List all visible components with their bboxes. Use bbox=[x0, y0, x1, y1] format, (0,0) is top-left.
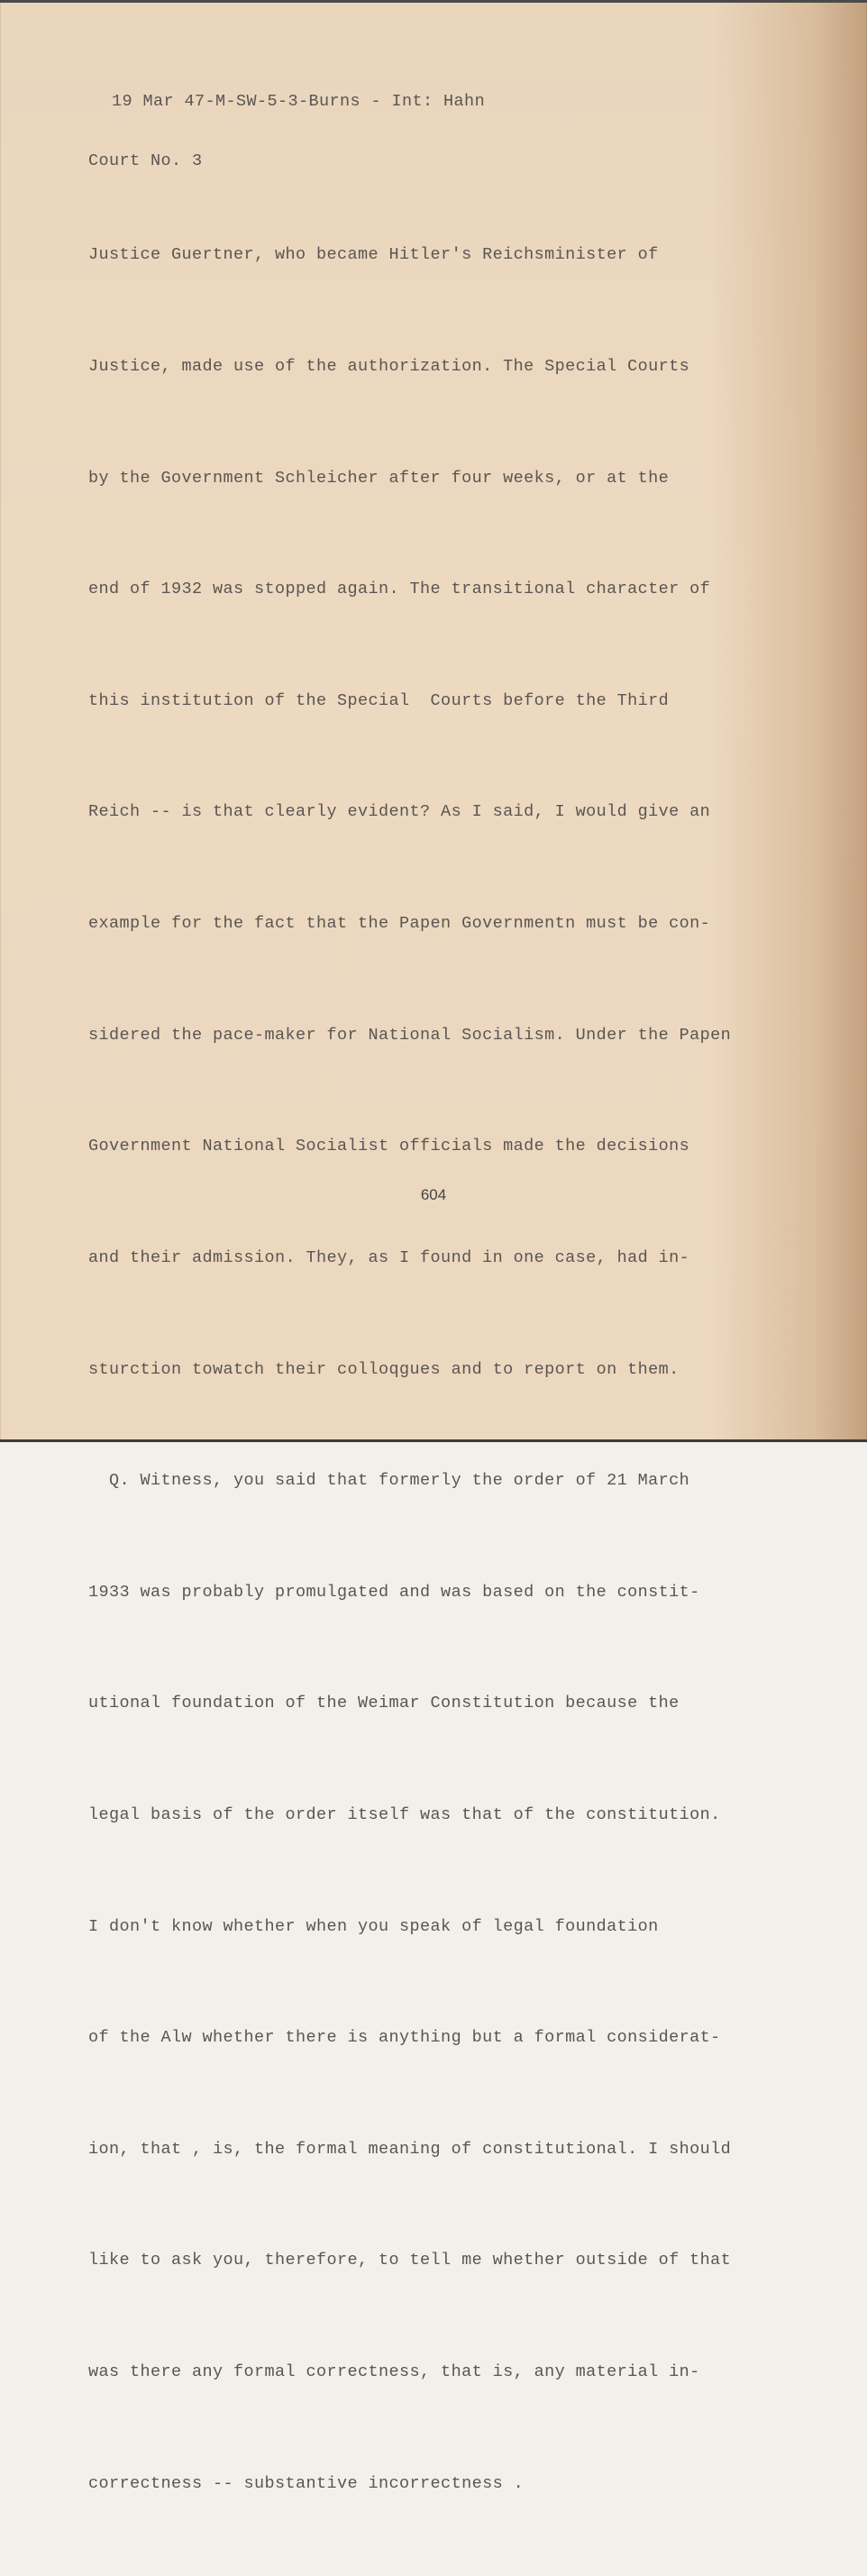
text-line: this institution of the Special Courts before the Third bbox=[88, 690, 670, 710]
header-line-2: Court No. 3 bbox=[88, 151, 203, 170]
text-line: Government National Socialist officials made the decisions bbox=[88, 1137, 690, 1156]
text-line: Justice, made use of the authorization. The Special Courts bbox=[88, 357, 690, 377]
text-line: sturction towatch their colloqgues and to report on them. bbox=[88, 1359, 680, 1379]
text-line: like to ask you, therefore, to tell me whether outside of that bbox=[88, 2251, 732, 2270]
text-line: by the Government Schleicher after four weeks, or at the bbox=[88, 468, 670, 488]
text-line: Justice Guertner, who became Hitler's Reichsminister of bbox=[88, 245, 659, 265]
transcript-body bbox=[88, 162, 731, 2576]
text-line: example for the fact that the Papen Governmentn must be con- bbox=[88, 914, 711, 934]
page-number: 604 bbox=[420, 1186, 447, 1203]
text-line: I don't know whether when you speak of legal foundation bbox=[88, 1916, 659, 1936]
text-line: sidered the pace-maker for National Socialism. Under the Papen bbox=[88, 1025, 732, 1045]
text-line: ion, that , is, the formal meaning of constitutional. I should bbox=[88, 2139, 732, 2159]
text-line: correctness -- substantive incorrectness . bbox=[88, 2473, 525, 2493]
text-line: legal basis of the order itself was that of the constitution. bbox=[88, 1804, 721, 1824]
text-line: was there any formal correctness, that is, any material in- bbox=[88, 2361, 700, 2381]
text-line: 1933 was probably promulgated and was based on the constit- bbox=[88, 1582, 700, 1602]
text-line: Q. Witness, you said that formerly the order of 21 March bbox=[88, 1471, 690, 1491]
text-line: and their admission. They, as I found in one case, had in- bbox=[88, 1247, 690, 1267]
text-line: end of 1932 was stopped again. The transitional character of bbox=[88, 580, 711, 599]
text-line: of the Alw whether there is anything but a formal considerat- bbox=[88, 2028, 721, 2048]
text-line: Reich -- is that clearly evident? As I said, I would give an bbox=[88, 802, 711, 822]
text-line: utional foundation of the Weimar Constitution because the bbox=[88, 1694, 680, 1713]
header-line-1: 19 Mar 47-M-SW-5-3-Burns - Int: Hahn bbox=[112, 92, 486, 111]
top-edge-shadow bbox=[0, 0, 867, 3]
